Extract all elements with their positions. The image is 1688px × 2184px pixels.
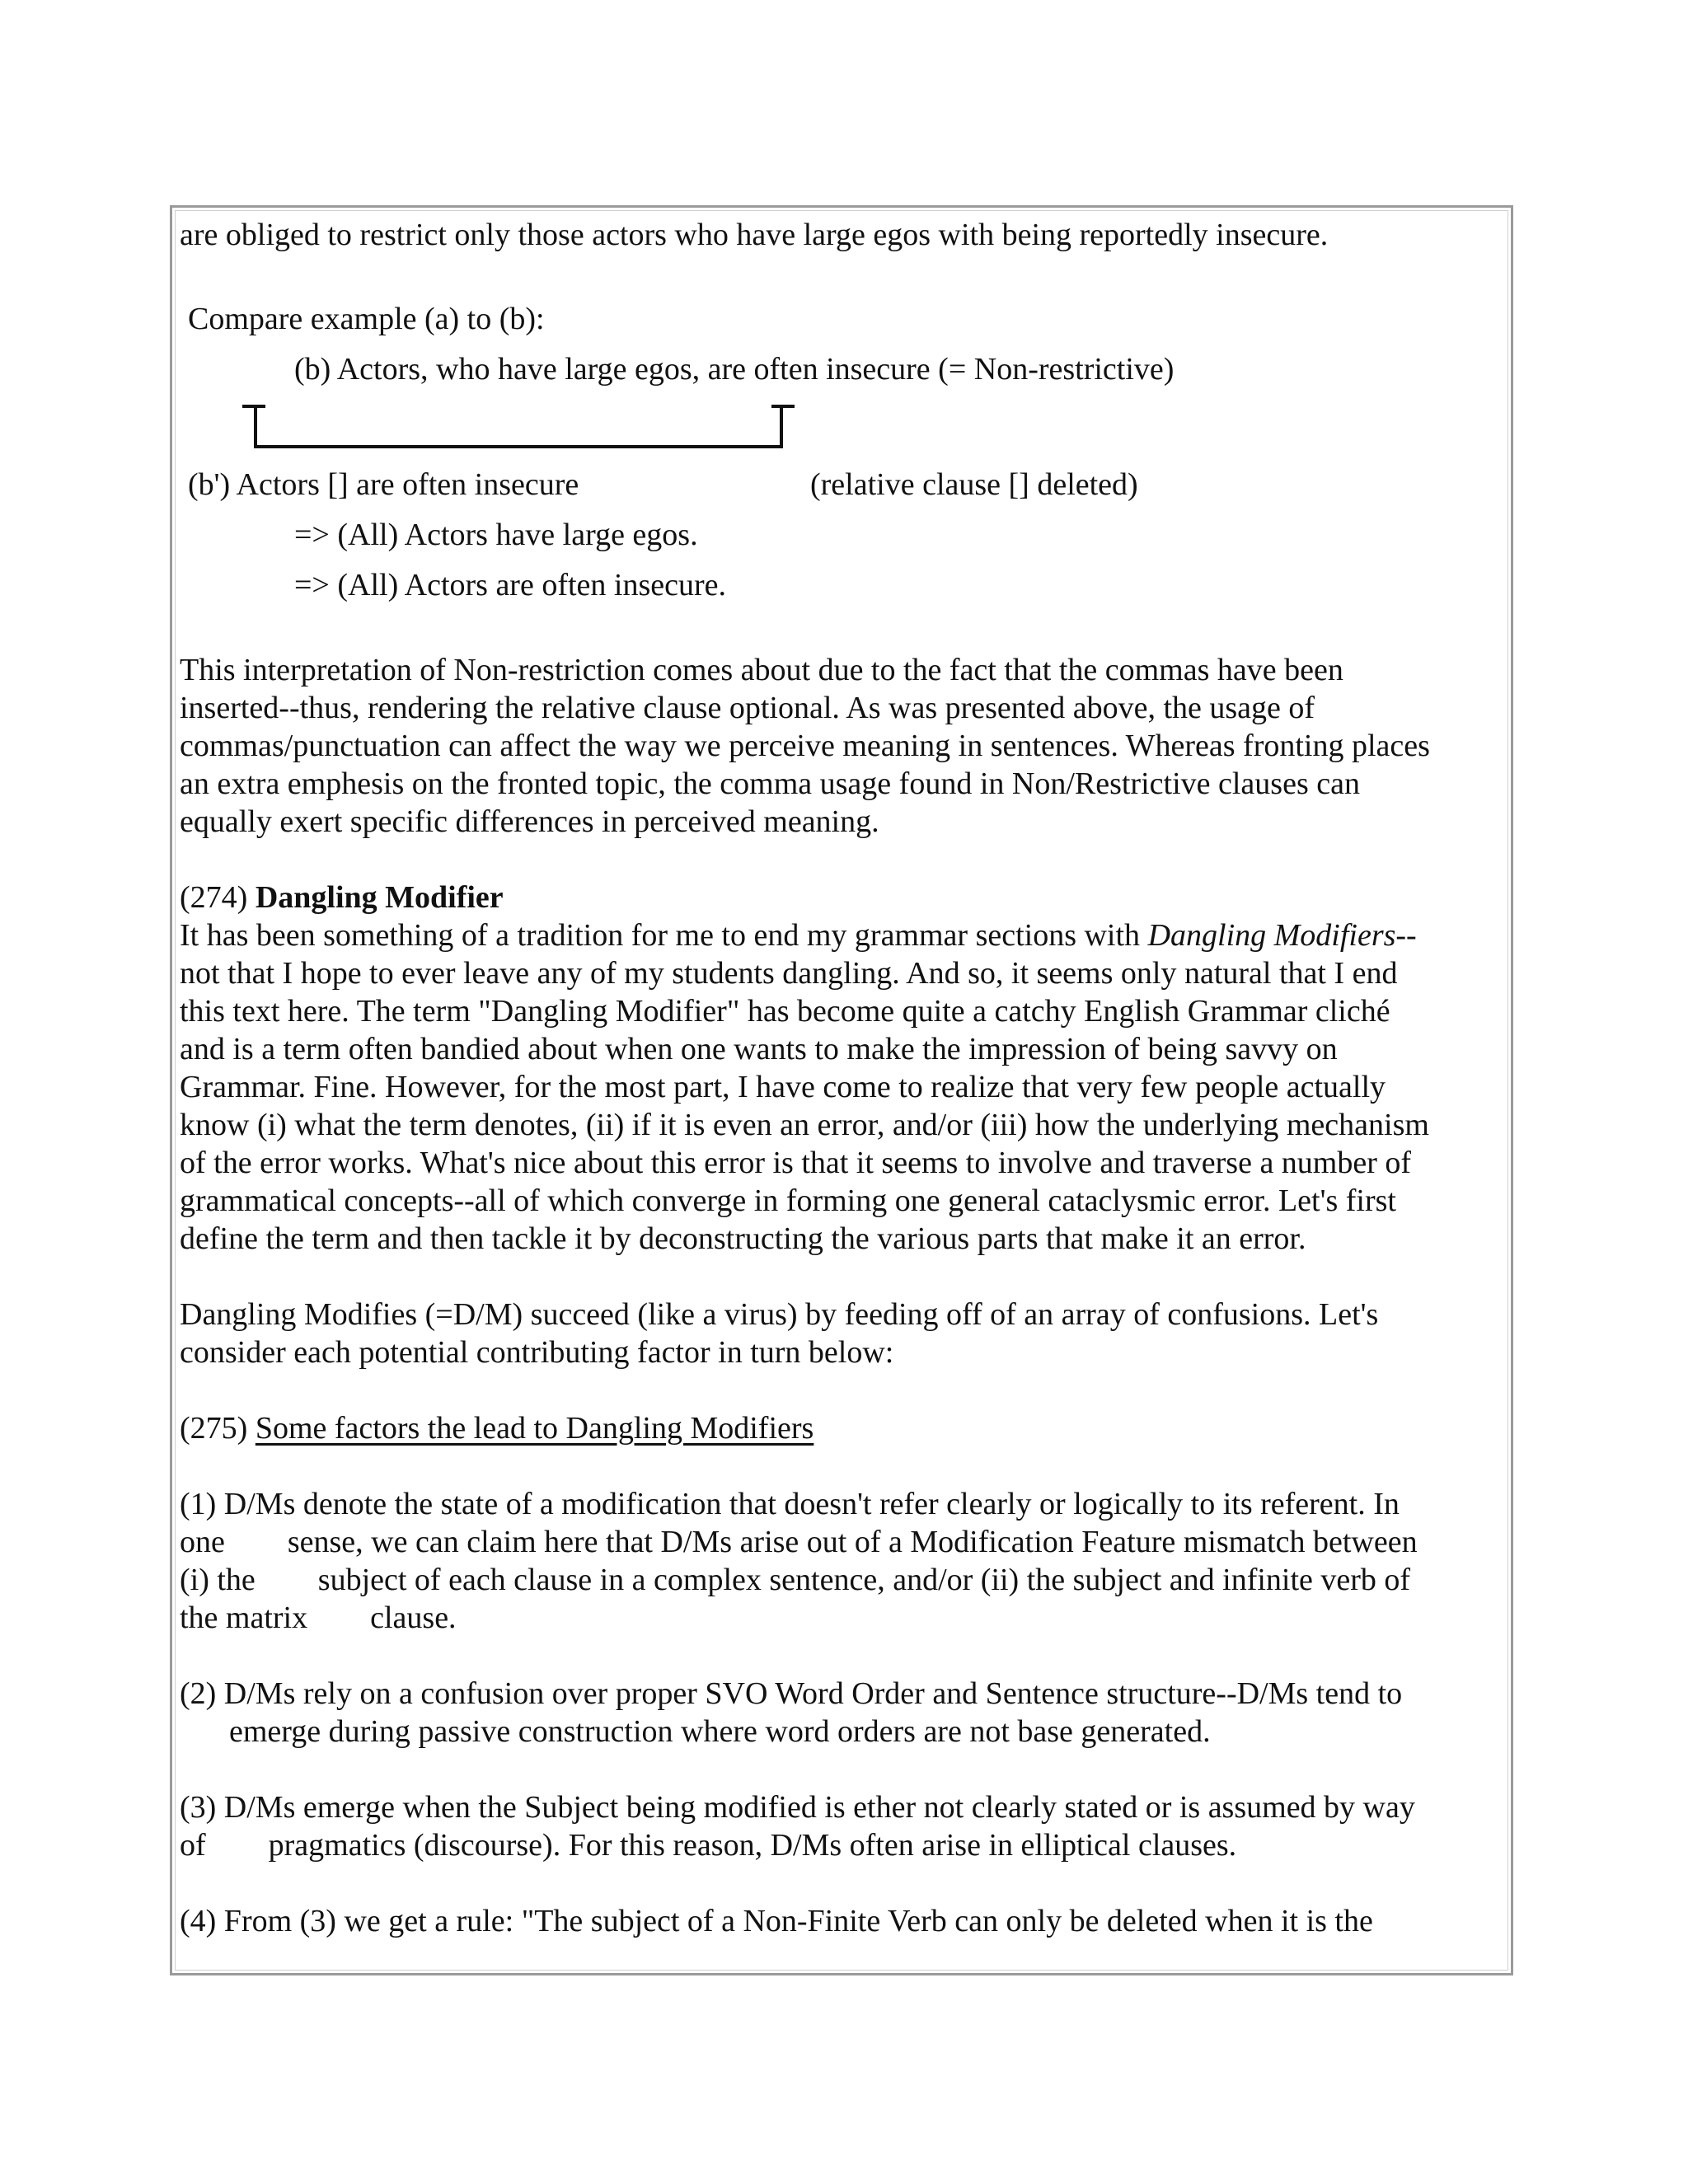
section-title: Dangling Modifier — [255, 880, 504, 915]
text-line: This interpretation of Non-restriction comes about due to the fact that the commas have been — [180, 653, 1343, 687]
list-item-line: the matrix clause. — [180, 1601, 457, 1635]
text-line: inserted--thus, rendering the relative clause optional. As was presented above, the usage of — [180, 691, 1315, 725]
list-item-line: (4) From (3) we get a rule: "The subject of a Non-Finite Verb can only be deleted when it is the — [180, 1904, 1373, 1938]
section-title: Some factors the lead to Dangling Modifiers — [255, 1411, 814, 1446]
list-item-line: of pragmatics (discourse). For this reason, D/Ms often arise in elliptical clauses. — [180, 1828, 1237, 1863]
text-span: -- — [1395, 918, 1417, 953]
list-item-line: emerge during passive construction where word orders are not base generated. — [229, 1714, 1211, 1749]
list-item-line: (3) D/Ms emerge when the Subject being modified is ether not clearly stated or is assumed by way — [180, 1790, 1415, 1825]
text-line: commas/punctuation can affect the way we perceive meaning in sentences. Whereas fronting places — [180, 729, 1430, 763]
text-line — [180, 916, 1417, 954]
section-number: (274) — [180, 880, 256, 915]
text-line: equally exert specific differences in perceived meaning. — [180, 804, 879, 839]
text-line: Dangling Modifies (=D/M) succeed (like a virus) by feeding off of an array of confusions. Let's — [180, 1297, 1379, 1332]
list-item-line: (1) D/Ms denote the state of a modification that doesn't refer clearly or logically to its referent. In — [180, 1487, 1400, 1521]
implication-line: => (All) Actors are often insecure. — [294, 568, 727, 602]
deletion-bracket — [239, 404, 799, 453]
text-line: define the term and then tackle it by deconstructing the various parts that make it an error. — [180, 1221, 1306, 1256]
example-b: (b) Actors, who have large egos, are often insecure (= Non-restrictive) — [294, 352, 1175, 387]
text-line: of the error works. What's nice about this error is that it seems to involve and traverse a number of — [180, 1146, 1412, 1180]
text-line: Grammar. Fine. However, for the most part, I have come to realize that very few people actually — [180, 1070, 1386, 1104]
section-number: (275) — [180, 1411, 256, 1446]
text-line: are obliged to restrict only those actors who have large egos with being reportedly insecure. — [180, 218, 1329, 252]
example-b-prime-note: (relative clause [] deleted) — [810, 467, 1138, 502]
implication-line: => (All) Actors have large egos. — [294, 518, 698, 552]
example-b-prime: (b') Actors [] are often insecure — [188, 467, 579, 502]
text-line: an extra emphesis on the fronted topic, the comma usage found in Non/Restrictive clauses can — [180, 766, 1360, 801]
text-span: It has been something of a tradition for me to end my grammar sections with — [180, 918, 1148, 953]
text-line: this text here. The term "Dangling Modifier" has become quite a catchy English Grammar cliché — [180, 994, 1390, 1029]
list-item-line: one sense, we can claim here that D/Ms arise out of a Modification Feature mismatch between — [180, 1525, 1418, 1559]
text-line: Compare example (a) to (b): — [188, 302, 545, 336]
section-heading — [180, 1409, 814, 1447]
list-item-line: (2) D/Ms rely on a confusion over proper SVO Word Order and Sentence structure--D/Ms tend to — [180, 1676, 1403, 1711]
text-line: grammatical concepts--all of which converge in forming one general cataclysmic error. Let's first — [180, 1183, 1396, 1218]
text-line: know (i) what the term denotes, (ii) if it is even an error, and/or (iii) how the underlying mechanism — [180, 1108, 1429, 1142]
text-line: not that I hope to ever leave any of my students dangling. And so, it seems only natural that I end — [180, 956, 1398, 991]
text-line: and is a term often bandied about when one wants to make the impression of being savvy on — [180, 1032, 1338, 1066]
text-line: consider each potential contributing factor in turn below: — [180, 1335, 894, 1370]
list-item-line: (i) the subject of each clause in a complex sentence, and/or (ii) the subject and infinite verb of — [180, 1563, 1411, 1597]
emphasis-term: Dangling Modifiers — [1147, 918, 1396, 953]
section-heading — [180, 879, 504, 916]
